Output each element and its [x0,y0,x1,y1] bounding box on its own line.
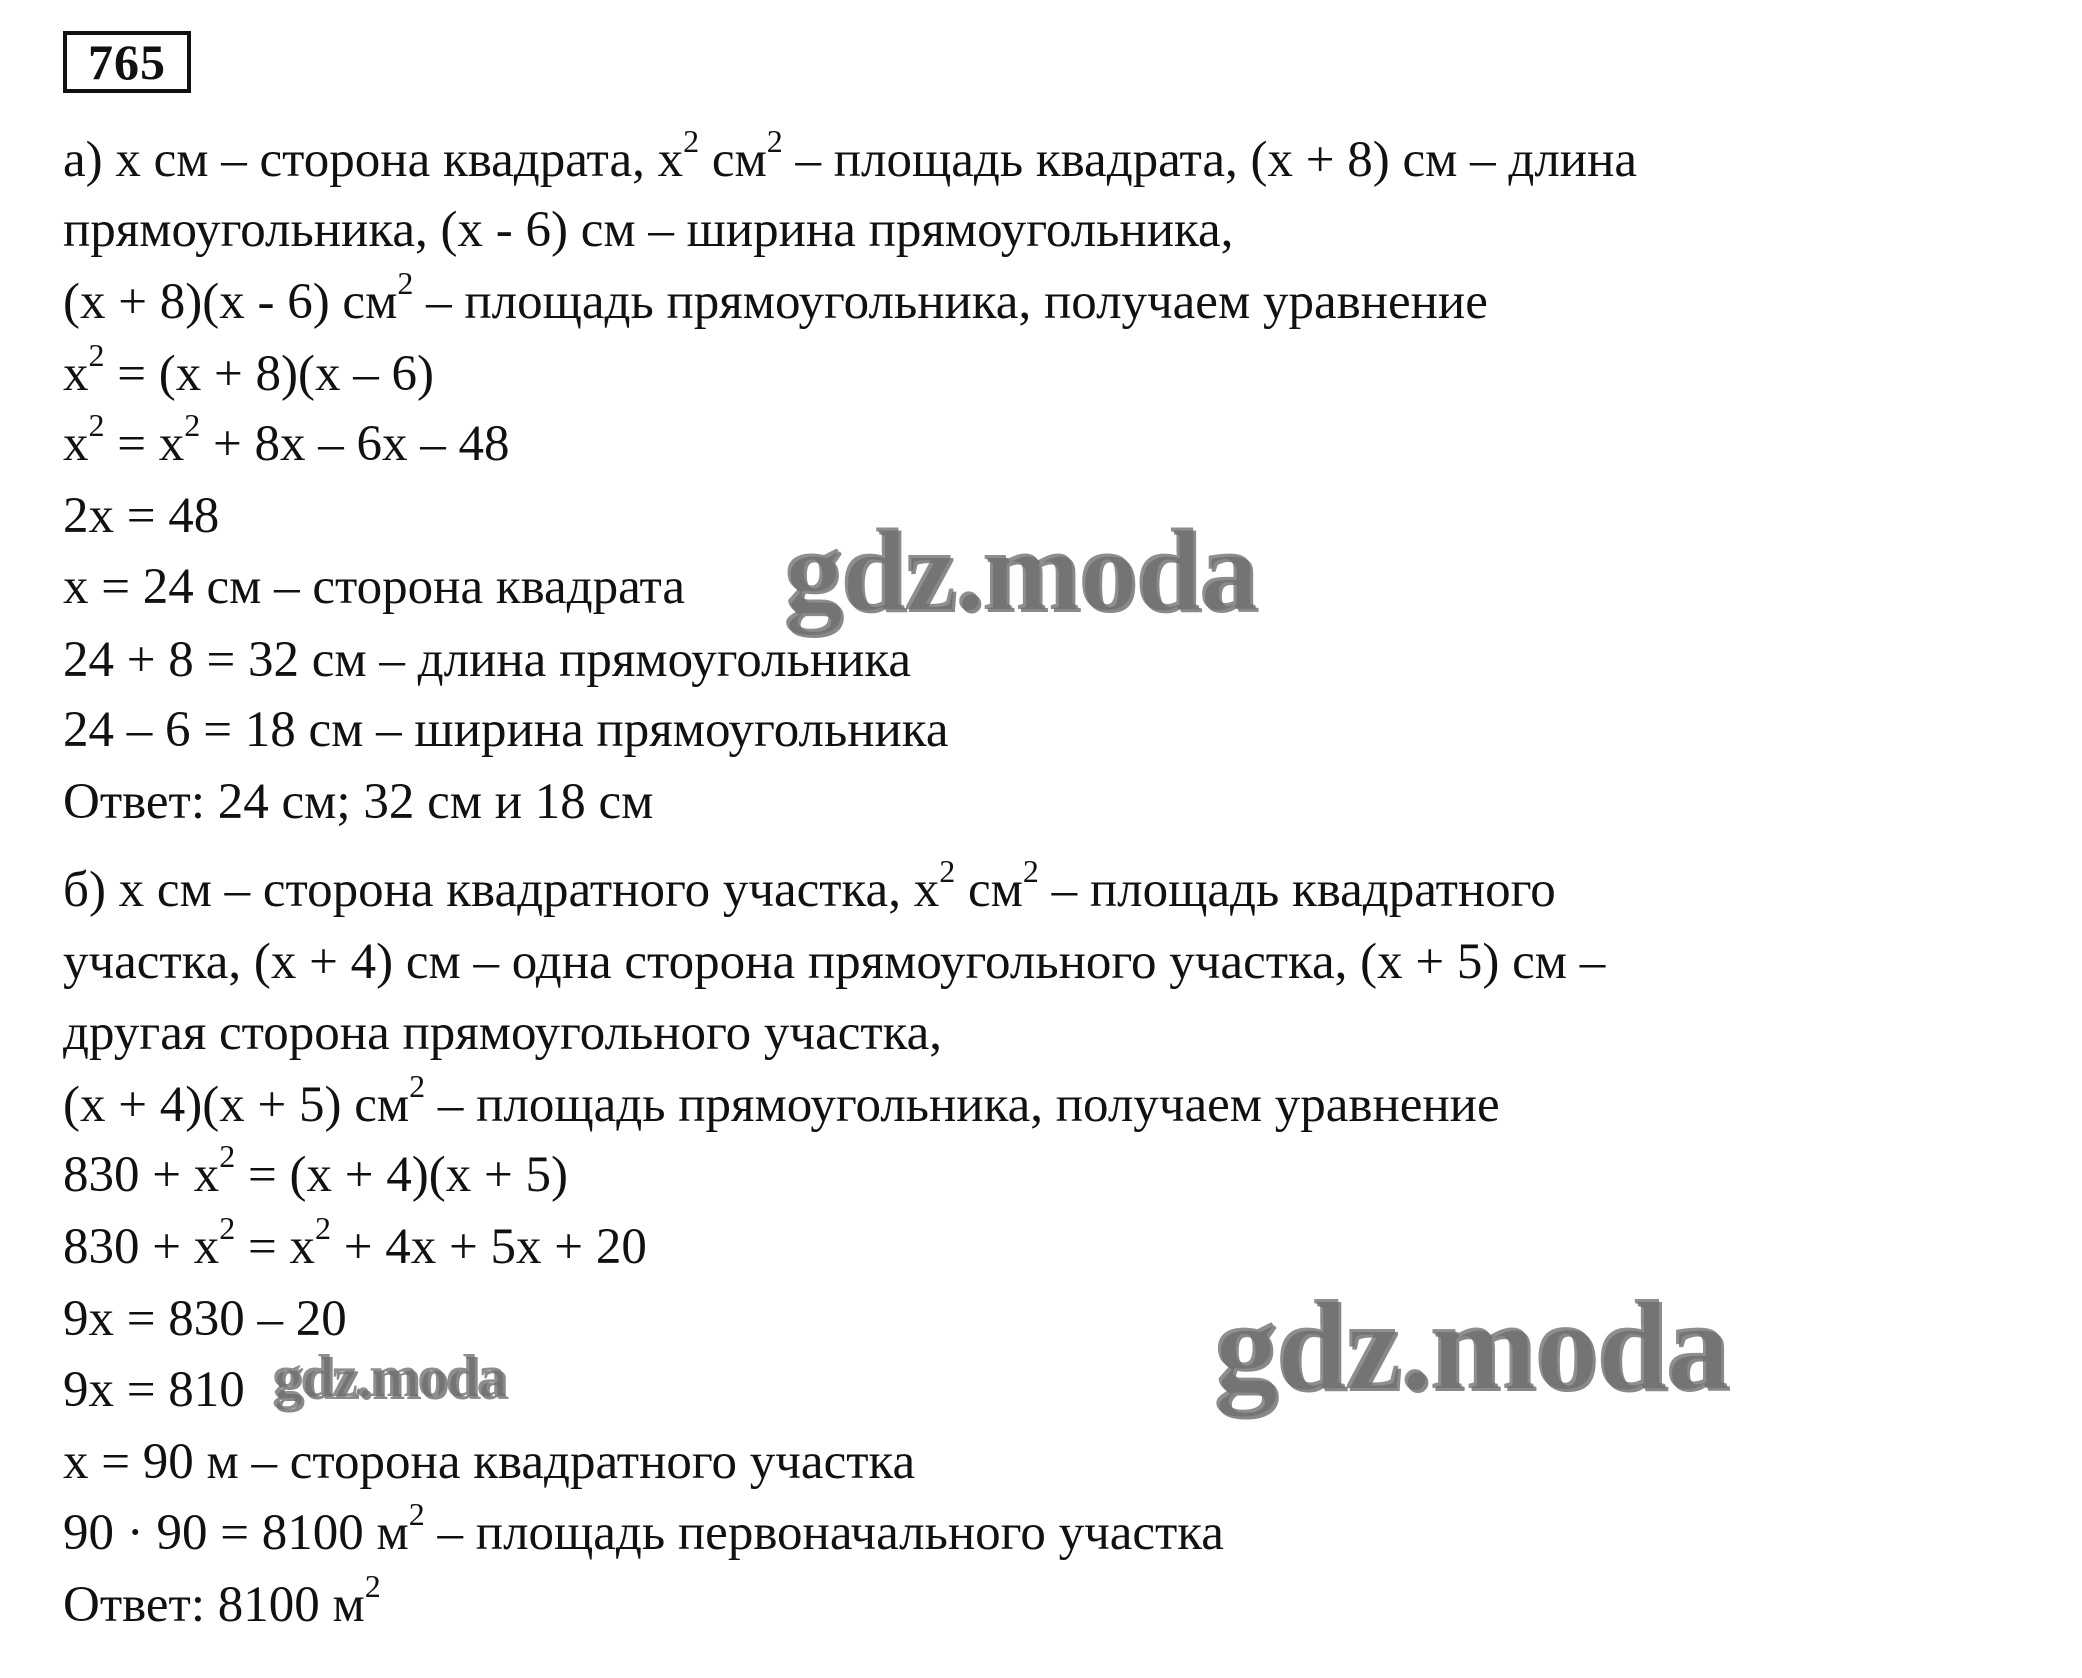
part-b-line: другая сторона прямоугольного участка, [63,1005,943,1061]
part-a-line: (x + 8)(x - 6) $см^2$ – площадь прямоугольника, получаем уравнение [63,265,1488,330]
superscript: 2 [88,337,105,373]
part-a-line: а) x см – сторона квадрата, $x^2$ $см^2$ – площадь квадрата, (x + 8) см – длина [63,123,1638,188]
superscript: 2 [88,407,105,443]
part-b-line: (x + 4)(x + 5) $см^2$ – площадь прямоугольника, получаем уравнение [63,1068,1500,1133]
part-b-line: 9x = 830 – 20 [63,1291,347,1347]
part-a-line: $x^2 = (x + 8)(x - 6)$ [63,337,434,402]
part-b-line: $830 + x^2 = x^2 + 4x + 5x + 20$ [63,1210,647,1275]
superscript: 2 [939,853,956,889]
superscript: 2 [766,123,783,159]
part-a-line: $x^2 = x^2 + 8x - 6x - 48$ [63,407,510,472]
superscript: 2 [1022,853,1039,889]
superscript: 2 [408,1496,425,1532]
superscript: 2 [184,407,201,443]
part-a-line: x = 24 см – сторона квадрата [63,559,685,615]
superscript: 2 [219,1210,236,1246]
part-b-line: б) x см – сторона квадратного участка, $x^2$ $см^2$ – площадь квадратного [63,853,1556,918]
watermark-logo: gdz.moda [783,504,1256,635]
part-a-line: 24 – 6 = 18 см – ширина прямоугольника [63,702,949,758]
part-b-line: 90 · 90 = 8100 $м^2$ – площадь первоначального участка [63,1496,1224,1561]
part-a-line: прямоугольника, (x - 6) см – ширина прямоугольника, [63,202,1234,258]
superscript: 2 [315,1210,332,1246]
superscript: 2 [683,123,700,159]
part-a-line: 2x = 48 [63,488,220,544]
part-b-line: участка, (x + 4) см – одна сторона прямоугольного участка, (x + 5) см – [63,934,1606,990]
superscript: 2 [397,265,414,301]
watermark-logo: gdz.moda [1213,1274,1727,1416]
task-number: 765 [63,31,191,93]
part-b-line: Ответ: 8100 $м^2$ [63,1568,381,1633]
part-b-line: 9x = 810 [63,1362,245,1418]
superscript: 2 [409,1068,426,1104]
part-a-line: Ответ: 24 см; 32 см и 18 см [63,774,654,830]
part-b-line: x = 90 м – сторона квадратного участка [63,1434,916,1490]
part-a-line: 24 + 8 = 32 см – длина прямоугольника [63,632,912,688]
part-b-line: $830 + x^2 = (x + 4)(x + 5)$ [63,1138,568,1203]
superscript: 2 [219,1138,236,1174]
watermark-logo: gdz.moda [272,1343,505,1409]
superscript: 2 [364,1568,381,1604]
